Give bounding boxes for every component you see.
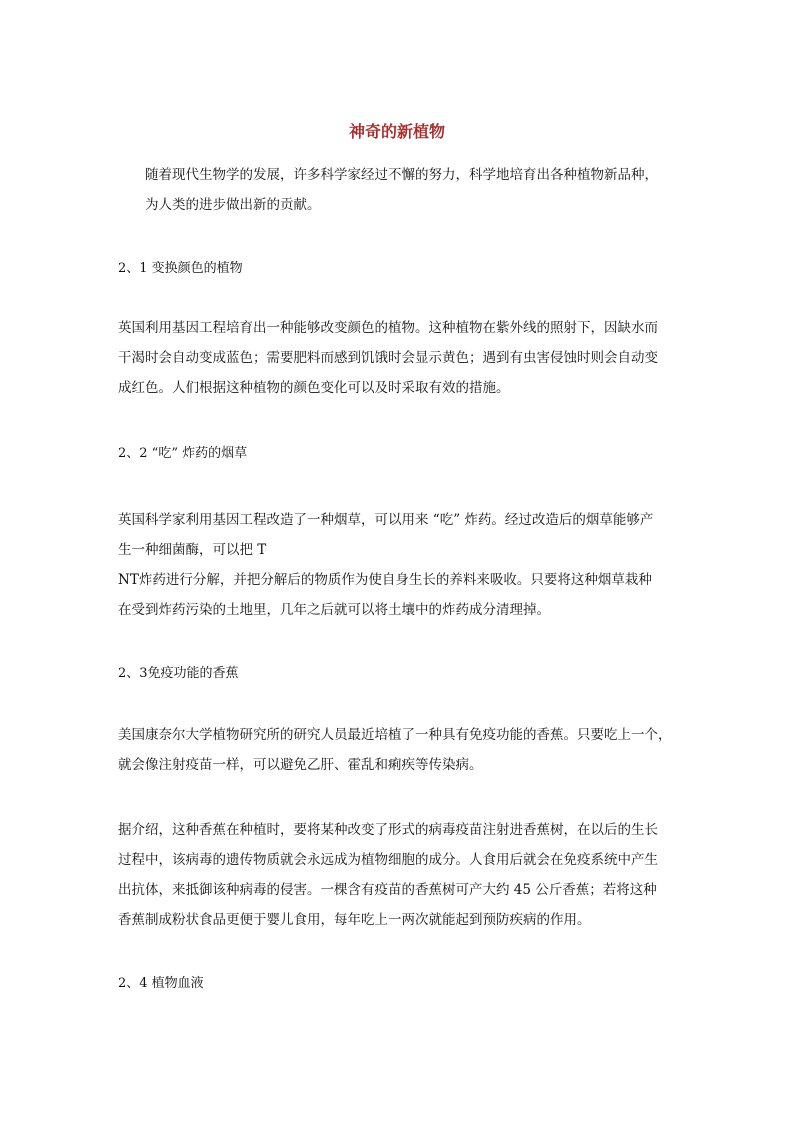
text-line: 为人类的进步做出新的贡献。 [145, 197, 321, 213]
text-line: 据介绍，这种香蕉在种植时，要将某种改变了形式的病毒疫苗注射进香蕉树，在以后的生长 [118, 822, 658, 838]
section-heading-2: 2、2 “吃” 炸药的烟草 [118, 446, 248, 461]
section-heading-3: 2、3免疫功能的香蕉 [118, 666, 239, 681]
text-line: 干渴时会自动变成蓝色；需要肥料而感到饥饿时会显示黄色；遇到有虫害侵蚀时则会自动变 [118, 350, 658, 366]
text-line: 出抗体，来抵御该种病毒的侵害。一棵含有疫苗的香蕉树可产大约 45 公斤香蕉；若将这种 [118, 882, 657, 898]
section-heading-4: 2、4 植物血液 [118, 976, 204, 991]
text-line: 香蕉制成粉状食品更便于婴儿食用，每年吃上一两次就能起到预防疾病的作用。 [118, 912, 591, 928]
intro-paragraph [118, 160, 684, 220]
text-line: 英国利用基因工程培育出一种能够改变颜色的植物。这种植物在紫外线的照射下，因缺水而 [118, 320, 658, 336]
text-line: 在受到炸药污染的土地里，几年之后就可以将土壤中的炸药成分清理掉。 [118, 602, 550, 618]
text-line: 生一种细菌酶，可以把 T [118, 542, 267, 558]
text-line: 随着现代生物学的发展，许多科学家经过不懈的努力，科学地培育出各种植物新品种， [145, 167, 658, 183]
text-line: 美国康奈尔大学植物研究所的研究人员最近培植了一种具有免疫功能的香蕉。只要吃上一个， [118, 727, 672, 743]
section-2-paragraph-1 [118, 505, 684, 625]
section-3-paragraph-2 [118, 815, 684, 935]
text-line: NT炸药进行分解，并把分解后的物质作为使自身生长的养料来吸收。只要将这种烟草栽种 [118, 572, 652, 588]
text-line: 过程中，该病毒的遗传物质就会永远成为植物细胞的成分。人食用后就会在免疫系统中产生 [118, 852, 658, 868]
section-1-paragraph-1 [118, 313, 684, 403]
section-3-paragraph-1 [118, 720, 684, 780]
text-line: 成红色。人们根据这种植物的颜色变化可以及时采取有效的措施。 [118, 380, 510, 396]
text-line: 就会像注射疫苗一样，可以避免乙肝、霍乱和痢疾等传染病。 [118, 757, 483, 773]
document-title: 神奇的新植物 [348, 122, 445, 141]
section-heading-1: 2、1 变换颜色的植物 [118, 261, 243, 276]
text-line: 英国科学家利用基因工程改造了一种烟草，可以用来 “吃” 炸药。经过改造后的烟草能够产 [118, 512, 654, 528]
